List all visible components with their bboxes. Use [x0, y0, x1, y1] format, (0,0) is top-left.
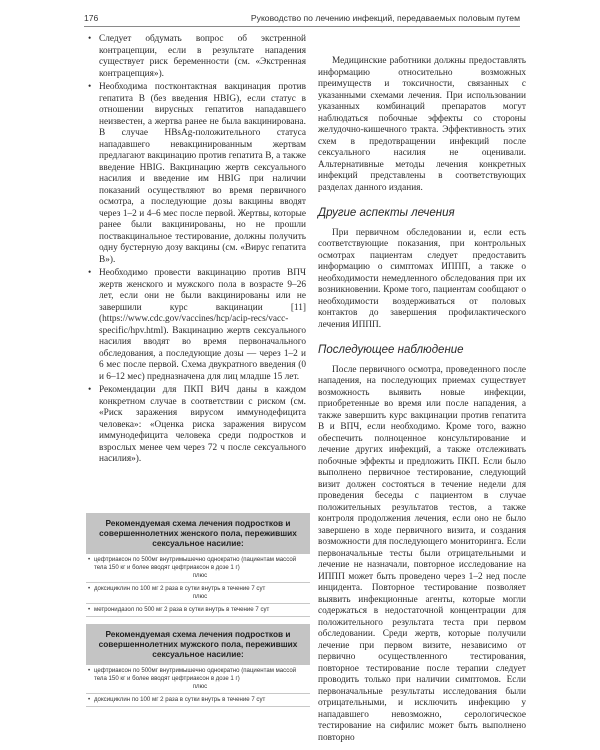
regimen-box-title: Рекомендуемая схема лечения подростков и совершеннолетних женского пола, переживших сексуальное насилие: — [86, 513, 310, 554]
recommendation-list — [86, 34, 306, 466]
regimen-item — [86, 604, 310, 617]
regimen-list — [86, 665, 310, 707]
section-paragraph: После первичного осмотра, проведенного после нападения, на последующих приемах существует возможность выявить новые инфекции, приобретенные во время или после нападения, а также завершить курс вакцинации против гепатита В и ВПЧ, если необходимо. Кроме того, важно обеспечить полноценное консультирование и лечение других инфекций, а также отслеживать побочные эффекты и предложить ПКП. Если было выполнено первичное тестирование, следующий визит должен состояться в течение недели для проведения беседы с пациентом в случае положительных результатов тестов, а также контроля продолжения лечения, если оно не было завершено в ходе первичного визита, и создания возможности для последующего мониторинга. Если первоначальные тесты были отрицательными и лечение не назначали, повторное исследование на ИППП может быть проведено через 1–2 нед после инцидента. Повторное тестирование позволяет выявить инфекционные агенты, которые могли содержаться в недостаточной концентрации для положительного результата теста при первом обследовании. Среди жертв, которые получили лечение при первом визите, независимо от первично осуществленного тестирования, повторное тестирование после терапии следует проводить только при наличии симптомов. Если первоначальные результаты исследования были отрицательными, и исключить инфекцию у нападавшего невозможно, серологическое тестирование на сифилис может быть выполнено повторно — [318, 364, 526, 743]
intro-paragraph: Медицинские работники должны предоставлять информацию относительно возможных преимуществ и токсичности, связанных с указанными схемами лечения. При использовании указанных комбинаций препаратов могут наблюдаться побочные эффекты со стороны желудочно-кишечного тракта. Эффективность этих схем в предотвращении инфекций после сексуального насилия не оценивали. Альтернативные методы лечения конкретных инфекций представлены в соответствующих разделах данного издания. — [318, 56, 526, 193]
running-header — [84, 12, 520, 27]
running-title: Руководство по лечению инфекций, передаваемых половым путем — [250, 13, 520, 23]
plus-label: плюс — [192, 683, 208, 690]
section-heading-other-aspects: Другие аспекты лечения — [318, 207, 455, 219]
regimen-item-text: доксициклин по 100 мг 2 раза в сутки внутрь в течение 7 сут — [94, 585, 266, 592]
regimen-list — [86, 554, 310, 617]
section-heading-follow-up: Последующее наблюдение — [318, 344, 464, 356]
regimen-box-female — [86, 513, 310, 617]
regimen-item — [86, 554, 310, 583]
regimen-item-text: метронидазол по 500 мг 2 раза в сутки внутрь в течение 7 сут — [94, 606, 270, 613]
regimen-item-text: доксициклин по 100 мг 2 раза в сутки внутрь в течение 7 сут — [94, 696, 266, 703]
list-item: • Необходимо провести вакцинацию против ВПЧ жертв женского и мужского пола в возрасте 9–26 лет, если они не были вакцинированы или не завершили курс вакцинации [11] (https://www.cdc.gov/vaccines/hcp/acip-recs/vacc-specific/hpv.html). Вакцинацию жертв сексуального насилия вводят во время первоначального обследования, а последующие дозы — через 1–2 и 6 мес после первой. Схема двукратного введения (0 и 6–12 мес) предназначена для лиц младше 15 лет. — [86, 268, 306, 383]
plus-label: плюс — [192, 572, 208, 579]
regimen-box-title: Рекомендуемая схема лечения подростков и совершеннолетних мужского пола, переживших сексуальное насилие: — [86, 624, 310, 665]
regimen-item — [86, 694, 310, 707]
plus-label: плюс — [192, 593, 208, 600]
list-item: • Рекомендации для ПКП ВИЧ даны в каждом конкретном случае в соответствии с риском (см. «Риск заражения вирусом иммунодефицита человека»: «Оценка риска заражения вирусом иммунодефицита человека среди подростков и взрослых менее чем через 72 ч после сексуального насилия»). — [86, 385, 306, 466]
regimen-item-text: цефтриаксон по 500мг внутримышечно однократно (пациентам массой тела 150 кг и более вводят цефтриаксон в дозе 1 г) — [94, 556, 297, 571]
regimen-item-text: цефтриаксон по 500мг внутримышечно однократно (пациентам массой тела 150 кг и более вводят цефтриаксон в дозе 1 г) — [94, 667, 297, 682]
list-item: • Необходима постконтактная вакцинация против гепатита В (без введения HBIG), если статус в отношении вирусных гепатитов нападавшего неизвестен, а жертва ранее не была вакцинирована. В случае HBsAg-положительного статуса нападавшего невакцинированным жертвам предлагают вакцинацию против гепатита В, а также введение HBIG. Вакцинацию жертв сексуального насилия и введение им HBIG при наличии показаний осуществляют во время первичного осмотра, а последующие дозы вакцины вводят через 1–2 и 4–6 мес после первой. Жертвы, которые ранее были вакцинированы, но не прошли поствакцинальное тестирование, должны получить одну бустерную дозу вакцины (см. «Вирус гепатита В»). — [86, 82, 306, 266]
right-column — [318, 56, 526, 744]
regimen-item — [86, 665, 310, 694]
list-item: • Следует обдумать вопрос об экстренной контрацепции, если в результате нападения существует риск беременности (см. «Экстренная контрацепция»). — [86, 34, 306, 80]
left-column — [86, 34, 306, 468]
regimen-item — [86, 583, 310, 604]
page-number: 176 — [84, 13, 99, 23]
regimen-box-male — [86, 624, 310, 707]
section-paragraph: При первичном обследовании и, если есть соответствующие показания, при контрольных осмотрах пациентам следует предоставить информацию о симптомах ИППП, а также о необходимости немедленного обследования при их возникновении. Кроме того, пациентам сообщают о необходимости воздерживаться от половых контактов до завершения профилактического лечения ИППП. — [318, 227, 526, 330]
